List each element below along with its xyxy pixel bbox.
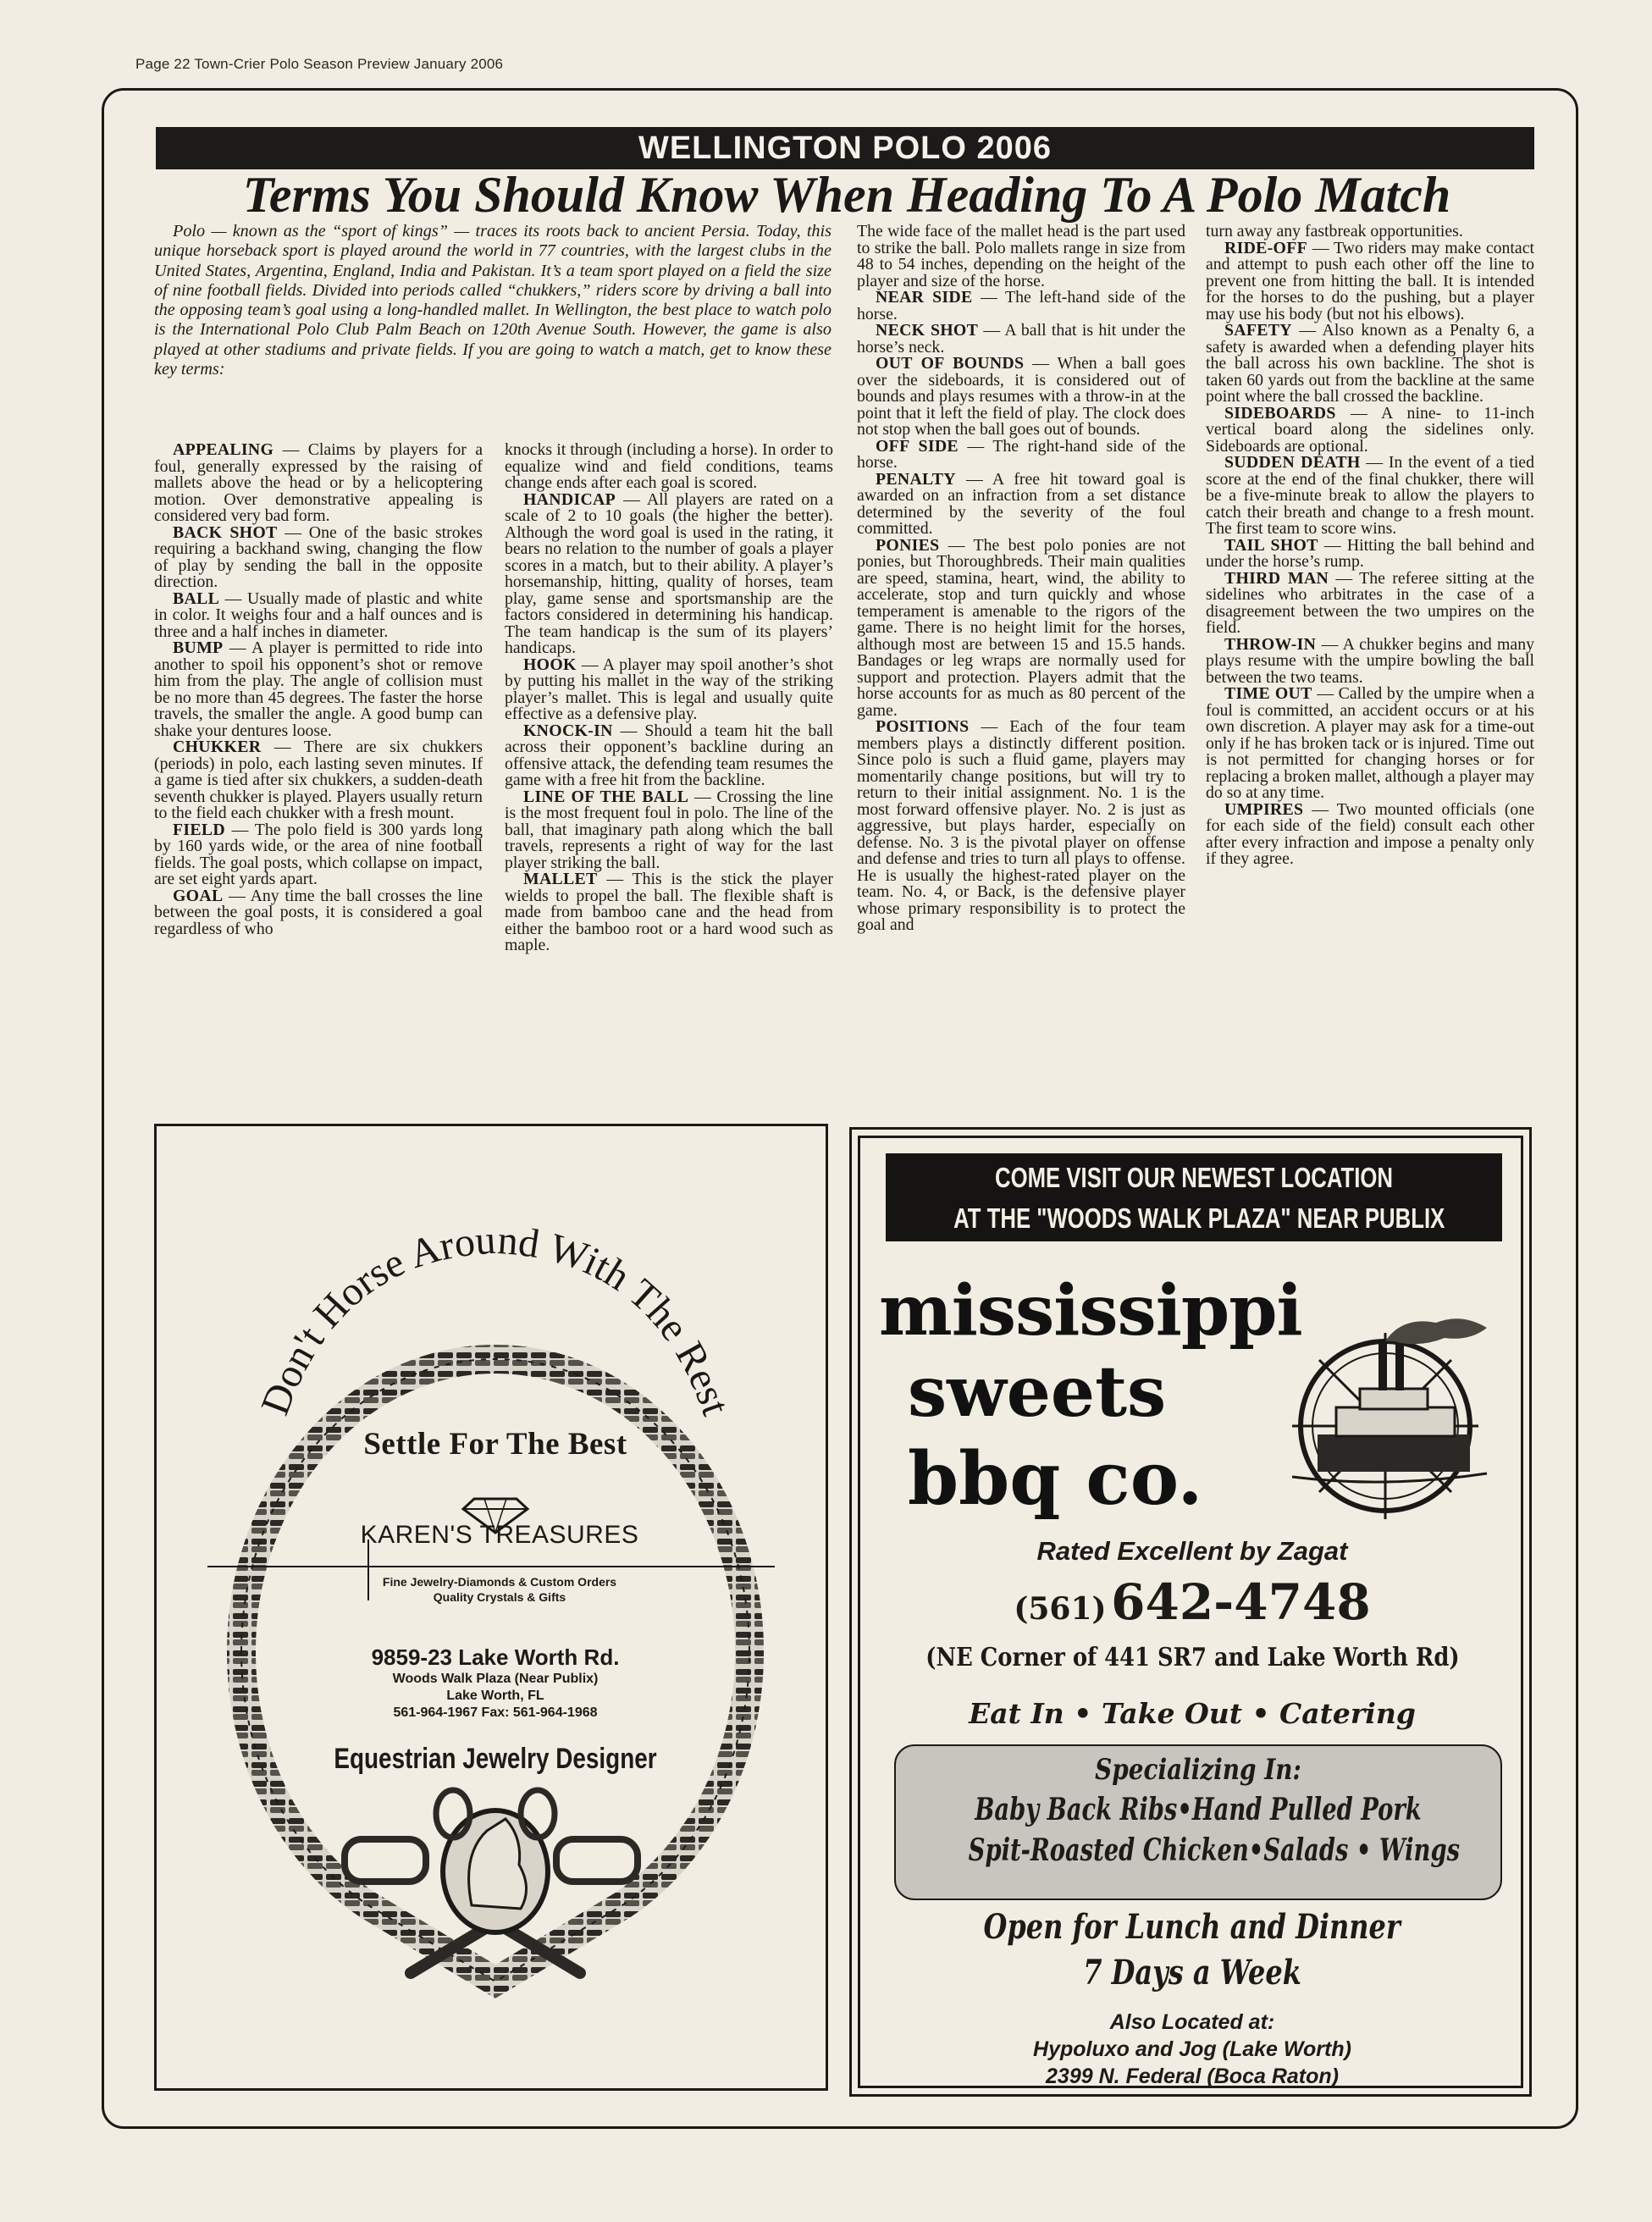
glossary-definition: — A ball that is hit under the horse’s neck.	[857, 321, 1185, 357]
glossary-entry	[1206, 568, 1534, 637]
glossary-entry	[857, 356, 1185, 439]
glossary-column-2	[505, 442, 833, 954]
glossary-column-4-entries	[1206, 240, 1534, 868]
glossary-column-1	[154, 442, 483, 937]
services-line: Eat In • Take Out • Catering	[969, 1697, 1416, 1730]
phone-number	[860, 1573, 1524, 1631]
glossary-term: PONIES	[876, 535, 940, 555]
glossary-column-3-entries	[857, 290, 1185, 934]
phone-area-code: (561)	[1014, 1591, 1107, 1627]
glossary-entry	[154, 591, 483, 641]
glossary-term: LINE OF THE BALL	[523, 787, 689, 806]
glossary-entry	[857, 535, 1185, 720]
glossary-entry	[154, 888, 483, 938]
glossary-definition: — Usually made of plastic and white in color. It weighs four and a half ounces and is three and a half inches in diameter.	[154, 589, 483, 641]
glossary-entry	[505, 789, 833, 872]
glossary-term: BACK SHOT	[173, 522, 278, 542]
glossary-entry	[154, 822, 483, 888]
glossary-definition: — Also known as a Penalty 6, a safety is awarded when a defending player hits the ball across his own backline. The shot is taken 60 yards out from the backline at the same point where the ball crossed the backline.	[1206, 321, 1534, 406]
glossary-term: TIME OUT	[1224, 684, 1312, 703]
glossary-definition: — This is the stick the player wields to propel the ball. The flexible shaft is made from bamboo cane and the head from either the bamboo root or a hard wood such as maple.	[505, 870, 833, 954]
glossary-term: TAIL SHOT	[1224, 535, 1318, 555]
glossary-entry	[1206, 240, 1534, 323]
glossary-entry	[857, 469, 1185, 538]
phone-digits: 642-4748	[1111, 1573, 1371, 1631]
glossary-entry	[505, 871, 833, 954]
store-tagline-1: Fine Jewelry-Diamonds & Custom Orders	[382, 1575, 617, 1589]
glossary-definition: — The best polo ponies are not ponies, but Thoroughbreds. Their main qualities are speed, stamina, heart, wind, the ability to accelerate, stop and turn quickly and whose temperament is amenable to the rigors of the game. There is no height limit for the horses, although most are between 15 and 15.5 hands. Bandages or leg wraps are normally used for support and protection. Players admit that the horse accounts for as much as 80 percent of the game.	[857, 535, 1185, 720]
glossary-definition: — A player may spoil another’s shot by putting his mallet in the way of the striking player’s mallet. This is legal and usually quite effective as a defensive play.	[505, 655, 833, 723]
store-tagline-2: Quality Crystals & Gifts	[433, 1590, 566, 1604]
glossary-definition: — A player is permitted to ride into another to spoil his opponent’s shot or remove him from the play. The angle of collision must be no more than 45 degrees. The faster the horse travels, the smaller the angle. A good bump can shake your dentures loose.	[154, 638, 483, 740]
hours-line-2-text: 7 Days a Week	[1083, 1953, 1301, 1993]
glossary-entry	[505, 489, 833, 657]
new-location-line-2: AT THE "WOODS WALK PLAZA" NEAR PUBLIX	[953, 1202, 1445, 1234]
new-location-banner	[886, 1153, 1502, 1241]
chain-necklace-graphic	[157, 1126, 826, 2088]
glossary-term: CHUKKER	[173, 738, 262, 756]
glossary-definition: — In the event of a tied score at the end of the final chukker, there will be a five-minute break to allow the players to catch their breath and change to a fresh mount. The first team to score wins.	[1206, 453, 1534, 538]
location-note	[860, 1643, 1524, 1672]
glossary-term: UMPIRES	[1224, 799, 1304, 819]
glossary-entry	[1206, 535, 1534, 571]
store-phones: 561-964-1967 Fax: 561-964-1968	[393, 1705, 598, 1720]
glossary-entry	[1206, 403, 1534, 456]
glossary-definition: — A free hit toward goal is awarded on an infraction from a set distance determined by the severity of the foul committed.	[857, 469, 1185, 538]
specialties-box	[894, 1744, 1502, 1900]
glossary-term: GOAL	[173, 886, 224, 905]
column-2-continuation: knocks it through (including a horse). In order to equalize wind and field conditions, teams change ends after each goal is scored.	[505, 440, 833, 492]
glossary-entry	[1206, 799, 1534, 868]
glossary-term: SUDDEN DEATH	[1224, 453, 1361, 472]
glossary-definition: — The polo field is 300 yards long by 160 yards wide, or the area of nine football fields. The goal posts, which collapse on impact, are set eight yards apart.	[154, 820, 483, 888]
hours-line-1-text: Open for Lunch and Dinner	[983, 1907, 1401, 1947]
svg-text:Don't Horse Around With The Re	[252, 1218, 738, 1422]
glossary-term: OUT OF BOUNDS	[876, 354, 1025, 373]
glossary-entry	[154, 739, 483, 822]
specialties-line-1: Baby Back Ribs•Hand Pulled Pork	[975, 1792, 1422, 1827]
mississippi-sweets-ad	[849, 1127, 1532, 2097]
glossary-column-3	[857, 224, 1185, 934]
glossary-term: HOOK	[523, 655, 577, 674]
specialties-line-2: Spit-Roasted Chicken•Salads • Wings	[968, 1832, 1460, 1868]
glossary-term: THIRD MAN	[1224, 568, 1329, 588]
page-folio: Page 22 Town-Crier Polo Season Preview January 2006	[135, 56, 504, 72]
glossary-entry	[505, 723, 833, 789]
glossary-definition: — One of the basic strokes requiring a backhand swing, changing the flow of play by sending the ball in the opposite direction.	[154, 522, 483, 591]
article-intro: Polo — known as the “sport of kings” — traces its roots back to ancient Persia. Today, this unique horseback sport is played around the world in 77 countries, with the largest clubs in the United States, Argentina, England, India and Pakistan. It’s a team sport played on a field the size of nine football fields. Divided into periods called “chukkers,” riders score by driving a ball into the opposing team’s goal using a long-handled mallet. In Wellington, the best place to watch polo is the International Polo Club Palm Beach on 120th Avenue South. However, the game is also played at other stadiums and private fields. If you are going to watch a match, get to know these key terms:	[154, 222, 832, 379]
store-address: 9859-23 Lake Worth Rd.	[371, 1644, 620, 1670]
glossary-entry	[857, 323, 1185, 356]
glossary-definition: — Should a team hit the ball across their opponent’s backline during an offensive attack, the defending team resumes the game with a free hit from the backline.	[505, 721, 833, 789]
glossary-entry	[1206, 634, 1534, 687]
glossary-term: SAFETY	[1224, 321, 1292, 340]
glossary-definition: — Called by the umpire when a foul is committed, an accident occurs or at his own discretion. A player may ask for a time-out only if he has broken tack or is injured. Time out is not permitted for changing horses or for replacing a broken mallet, although a player may do so at any time.	[1206, 684, 1535, 802]
karens-treasures-ad	[154, 1124, 828, 2091]
other-locations-heading: Also Located at:	[1109, 2010, 1275, 2034]
horse-pendant-icon	[345, 1790, 638, 1973]
glossary-entry	[154, 522, 483, 591]
glossary-entry	[1206, 455, 1534, 538]
hours-line-2	[860, 1953, 1524, 1993]
glossary-column-4	[1206, 224, 1534, 868]
article-headline: Terms You Should Know When Heading To A Polo Match	[242, 167, 1451, 223]
glossary-definition: — All players are rated on a scale of 2 to 10 goals (the higher the better). Although the word goal is used in the rating, it bears no relation to the number of goals a player scores in a match, but to their ability. A player’s horsemanship, hitting, quality of horses, team play, game sense and sportsmanship are the factors considered in determining his handicap. The team handicap is the sum of its players’ handicaps.	[505, 489, 833, 657]
glossary-term: HANDICAP	[523, 489, 616, 509]
brand-name-line-1: mississippi	[879, 1270, 1302, 1351]
glossary-term: KNOCK-IN	[523, 721, 613, 740]
glossary-entry	[857, 436, 1185, 472]
glossary-definition: — Hitting the ball behind and under the horse’s rump.	[1206, 535, 1534, 571]
glossary-definition: — Each of the four team members plays a distinctly different position. Since polo is such a fluid game, players may momentarily change positions, but will try to return to their initial assignment. No. 1 is the most forward offensive player. No. 2 is just as aggressive, but plays harder, especially on defense. No. 3 is the pivotal player on offense and defense and tries to turn all plays to offense. He is usually the highest-rated player on the team. No. 4, or Back, is the defensive player whose primary responsibility is to protect the goal and	[857, 717, 1185, 934]
glossary-term: MALLET	[523, 870, 598, 888]
glossary-definition: — Crossing the line is the most frequent foul in polo. The line of the ball, that imaginary path along which the ball travels, represents a right of way for the last player striking the ball.	[505, 787, 833, 872]
glossary-definition: — When a ball goes over the sideboards, it is considered out of bounds and plays resumes with a throw-in at the point that it left the field of play. The clock does not stop when the ball goes out of bounds.	[857, 354, 1185, 439]
glossary-term: NEAR SIDE	[876, 288, 973, 307]
new-location-line-1: COME VISIT OUR NEWEST LOCATION	[995, 1162, 1393, 1193]
glossary-entry	[154, 442, 483, 525]
glossary-term: OFF SIDE	[876, 436, 959, 456]
glossary-definition: — Any time the ball crosses the line between the goal posts, it is considered a goal regardless of who	[154, 886, 483, 938]
store-city: Lake Worth, FL	[446, 1689, 544, 1703]
specialties-heading: Specializing In:	[1095, 1753, 1301, 1787]
column-3-continuation: The wide face of the mallet head is the part used to strike the ball. Polo mallets range in size from 48 to 54 inches, depending on the height of the player and size of the horse.	[857, 222, 1185, 290]
glossary-entry	[857, 719, 1185, 934]
glossary-entry	[1206, 686, 1534, 802]
glossary-entry	[505, 657, 833, 723]
brand-name-line-2: sweets	[908, 1351, 1167, 1433]
glossary-definition: — A nine- to 11-inch vertical board along the sidelines only. Sideboards are optional.	[1206, 403, 1534, 456]
glossary-entry	[154, 640, 483, 739]
glossary-term: FIELD	[173, 820, 225, 839]
column-4-continuation: turn away any fastbreak opportunities.	[1206, 222, 1463, 240]
glossary-term: BALL	[173, 589, 220, 608]
section-banner	[156, 127, 1534, 169]
glossary-term: SIDEBOARDS	[1224, 403, 1336, 423]
ad-inner-border	[858, 1136, 1523, 2088]
glossary-term: APPEALING	[173, 440, 274, 459]
glossary-term: POSITIONS	[876, 717, 970, 736]
other-location-2: 2399 N. Federal (Boca Raton)	[1046, 2064, 1339, 2088]
glossary-definition: — The referee sitting at the sidelines who arbitrates in the case of a disagreement between the two umpires on the field.	[1206, 568, 1534, 637]
glossary-term: BUMP	[173, 638, 224, 657]
glossary-definition: — Claims by players for a foul, generally expressed by the raising of mallets above the head or by a helicoptering motion. Over demonstrative appealing is considered very bad form.	[154, 440, 483, 525]
settle-tagline: Settle For The Best	[363, 1427, 627, 1462]
zagat-rating: Rated Excellent by Zagat	[1036, 1536, 1348, 1566]
glossary-definition: — Two riders may make contact and attempt to push each other off the line to prevent one from hitting the ball. It is intended for the horses to do the pushing, but a player may use his body (but not his elbows).	[1206, 238, 1534, 323]
slogan-arc-text: Don't Horse Around With The Rest	[252, 1217, 739, 1421]
store-name: KAREN'S TREASURES	[360, 1521, 639, 1549]
glossary-term: NECK SHOT	[876, 321, 979, 340]
glossary-term: RIDE-OFF	[1224, 238, 1308, 257]
location-note-text: (NE Corner of 441 SR7 and Lake Worth Rd)	[925, 1643, 1460, 1672]
glossary-term: PENALTY	[876, 469, 956, 489]
steamboat-icon	[1258, 1307, 1512, 1519]
glossary-definition: — A chukker begins and many plays resume with the umpire bowling the ball between the two teams.	[1206, 634, 1534, 687]
glossary-entry	[857, 290, 1185, 323]
glossary-definition: — There are six chukkers (periods) in polo, each lasting seven minutes. If a game is tied after six chukkers, a sudden-death seventh chukker is played. Players usually return to the field each chukker with a fresh mount.	[154, 738, 483, 822]
store-plaza: Woods Walk Plaza (Near Publix)	[392, 1672, 599, 1686]
glossary-entry	[1206, 323, 1534, 406]
glossary-column-2-entries	[505, 489, 833, 954]
glossary-definition: — The right-hand side of the horse.	[857, 436, 1185, 472]
designer-tagline: Equestrian Jewelry Designer	[334, 1743, 657, 1775]
glossary-definition: — The left-hand side of the horse.	[857, 288, 1185, 323]
banner-title: WELLINGTON POLO 2006	[638, 130, 1053, 166]
hours-line-1	[860, 1907, 1524, 1947]
glossary-definition: — Two mounted officials (one for each side of the field) consult each other after every infraction and impose a penalty only if they agree.	[1206, 799, 1534, 868]
other-location-1: Hypoluxo and Jog (Lake Worth)	[1033, 2037, 1351, 2061]
glossary-term: THROW-IN	[1224, 634, 1317, 654]
brand-name-line-3: bbq co.	[908, 1436, 1203, 1522]
